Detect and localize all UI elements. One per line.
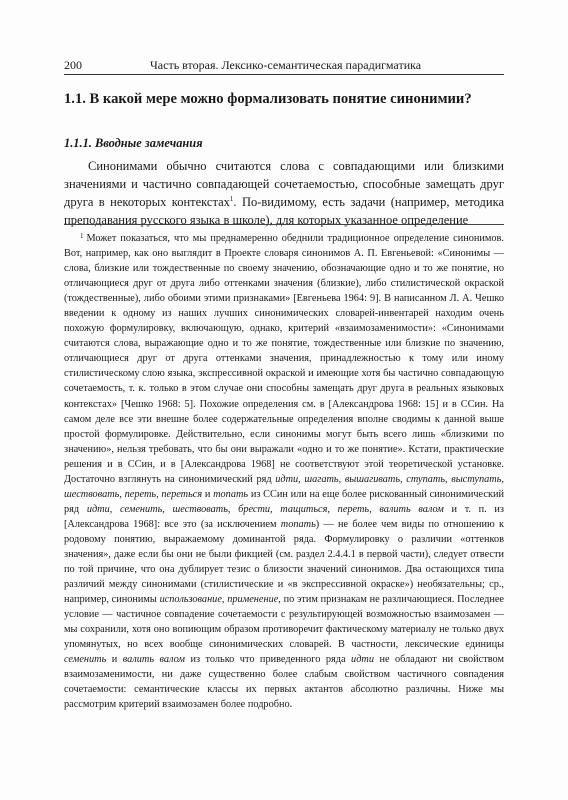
footnote-italic-run: топать (280, 518, 316, 530)
running-title: Часть вторая. Лексико-семантическая парадигматика (150, 58, 422, 72)
footnote-text-run: из ССин или на еще более рискованный синонимический ряд (64, 488, 504, 515)
footnote-italic-run: семенить (64, 654, 107, 666)
footnote-text-run: Может показаться, что мы преднамеренно обеднили традиционное определение синонимов. Вот, например, как оно выглядит в Проекте словаря синонимов А. П. Евгеньевой: «Синонимы — слова, близкие или тождественные по своему значению, обозначающие одно и то же понятие, но отличающиеся друг от друга либо оттенками значения (близкие), либо стилистической окраской (тождественные), либо обоими этими признаками» [Евгеньева 1964: 9]. В написанном Л. А. Чешко введении к одному из наших лучших синонимических словарей-инвентарей находим очень похожую формулировку, включающую, однако, критерий «взаимозаменимости»: «Синонимами считаются слова, выражающие одно и то же понятие, тождественные или близкие по значению, отличающиеся друг от друга оттенками значения, принадлежностью к тому или иному стилистическому слою языка, экспрессивной окраской и имеющие хотя бы частично совпадающую сочетаемость, т. к. только в этом случае они способны замещать друг друга в реальных языковых контекстах» [Чешко 1968: 5]. Похожие определения см. в [Александрова 1968: 15] и в ССин. На самом деле все эти внешне более содержательные определения вполне сводимы к данной выше простой формулировке. Действительно, если синонимы могут быть всего лишь «близкими по значению», нельзя требовать, что бы они выражали «одно и то же понятие». Кстати, практические решения и в ССин, и в [Александрова 1968] не соответствуют этой теоретической установке. Достаточно взглянуть на синонимический ряд (64, 233, 504, 485)
footnote-text-run: не обладают ни свойством взаимозаменимости, ни даже существенно более слабым свойством частичного совпадения сочетаемости: семантические классы их первых актантов абсолютно различны. Ниже мы рассмотрим критерий взаимозамен более подробно. (64, 654, 504, 711)
subsection-title: 1.1.1. Вводные замечания (64, 136, 203, 150)
footnote-text-run: и (202, 488, 214, 500)
body-text-continued: . По-видимому, есть задачи (например, методика преподавания русского языка в школе), для которых указанное определение (64, 195, 505, 228)
body-paragraph (64, 157, 504, 229)
footnote-text-run: и т. п. из [Александрова 1968]: все это (за исключением (64, 503, 505, 530)
footnote-text-run: и (106, 654, 123, 666)
footnote-text-run: ) — не более чем виды по отношению к родовому понятию, выражаемому доминантой ряда. Формулировку о различии «оттенков значения», даже если бы они не были фикцией (см. раздел 2.4.4.1 в первой части), следует отвести по той причине, что она дублирует тезис о близости значений синонимов. Два остающихся типа различий между синонимами (стилистические и «в экспрессивной окраске») необязательны; ср., например, синонимы (64, 518, 504, 606)
footnote-reference[interactable]: 1 (229, 195, 234, 204)
page-number: 200 (64, 58, 82, 72)
body-text: Синонимами обычно считаются слова с совпадающими или близкими значениями и частично совпадающей сочетаемостью, способные замещать друг друга в некоторых контекстах (64, 159, 504, 210)
footnote-text-run: из только что приведенного ряда (184, 654, 352, 666)
footnote-italic-run: валить валом (122, 654, 185, 666)
footnote-italic-run: идти, семенить, шествовать, брести, тащиться, переть, валить валом (86, 503, 444, 515)
footnote-mark: 1 (80, 232, 84, 240)
footnote-italic-run: использование, применение (159, 594, 279, 606)
footnote-italic-run: топать (213, 488, 249, 500)
footnote-italic-run: идти, шагать, вышагивать, ступать, выступать, шествовать, переть, переться (64, 473, 504, 500)
section-title: 1.1. В какой мере можно формализовать понятие синонимии? (64, 91, 472, 107)
footnote-italic-run: идти (351, 654, 374, 666)
footnote-text-run: , по этим признакам не различающиеся. Последнее условие — частичное совпадение сочетаемости с результирующей возможностью взаимозамен — мы сохранили, хотя оно вопиющим образом противоречит фактическому материалу не только двух упомянутых, но всех вообще синонимических словарей. В частности, лексические единицы (64, 594, 504, 651)
footnote-rule (64, 224, 504, 225)
header-rule (64, 74, 504, 75)
footnote (64, 229, 504, 713)
